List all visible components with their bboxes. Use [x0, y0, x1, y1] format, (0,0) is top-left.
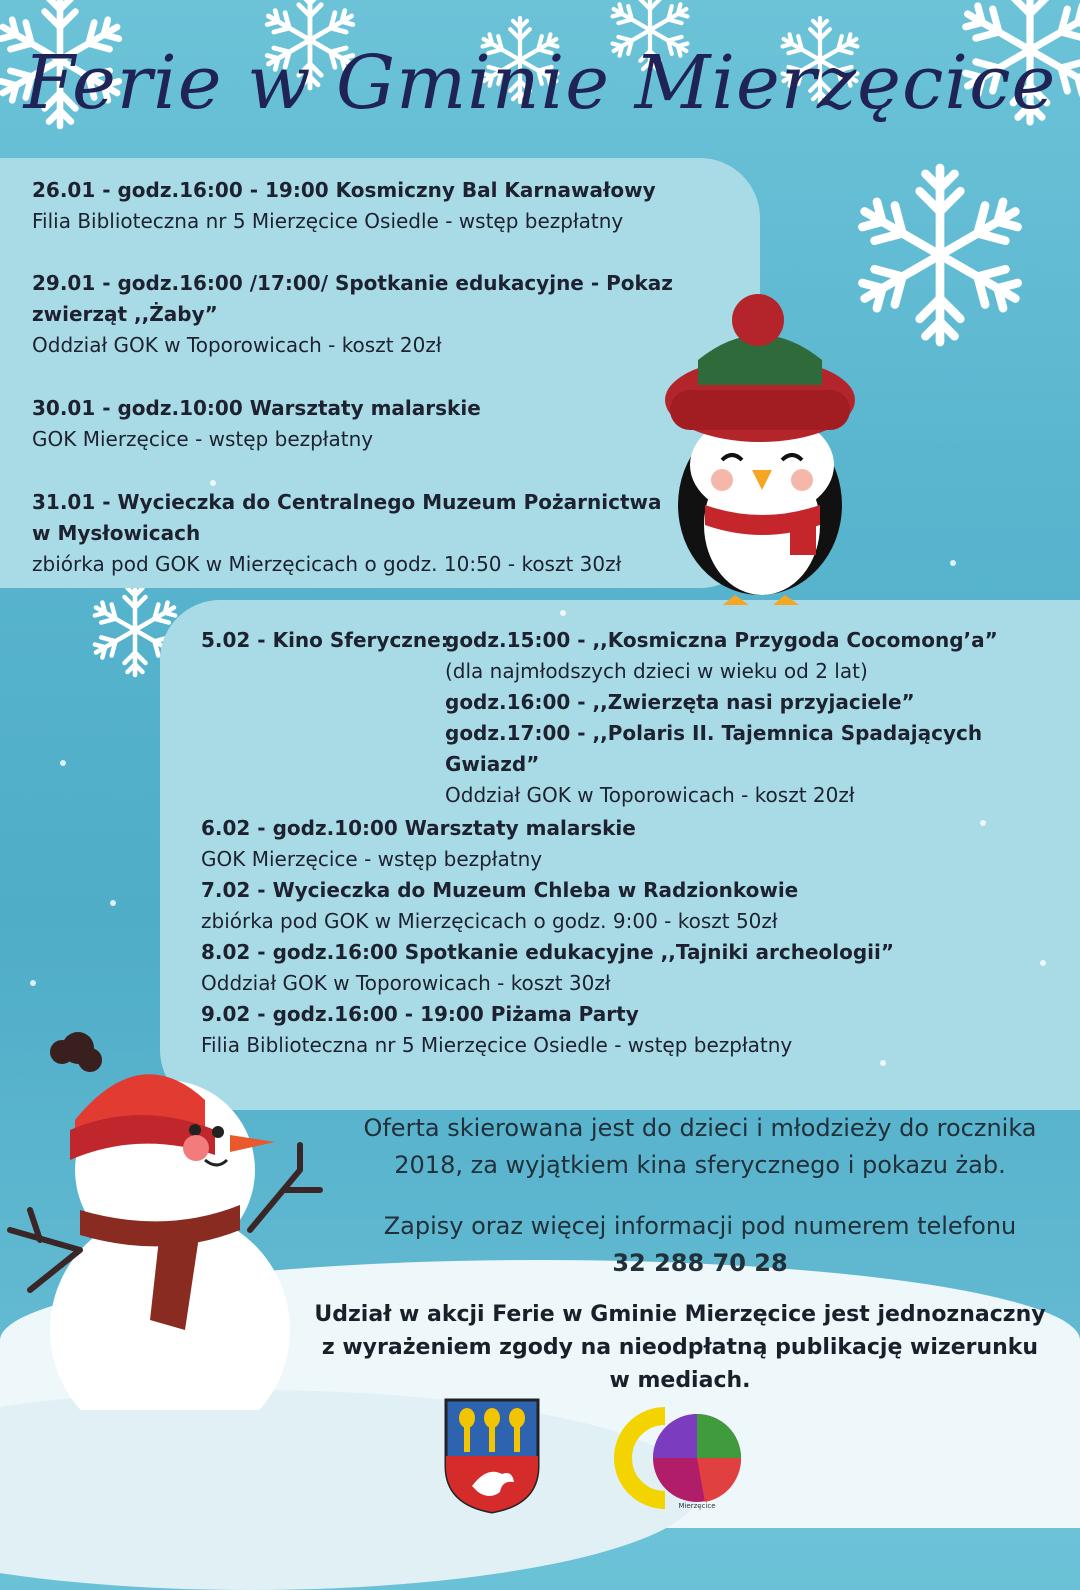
- snow-dot: [110, 900, 116, 906]
- contact-info: [330, 1208, 1070, 1282]
- event-title: 8.02 - godz.16:00 Spotkanie edukacyjne ,,Tajniki archeologii”: [201, 940, 895, 964]
- penguin-illustration: [650, 290, 870, 610]
- event-item: [32, 487, 661, 580]
- snow-dot: [880, 1060, 886, 1066]
- consent-note: [300, 1298, 1060, 1397]
- event-title: zwierząt ,,Żaby”: [32, 302, 218, 326]
- offer-line: 2018, za wyjątkiem kina sferycznego i pokazu żab.: [394, 1151, 1006, 1179]
- snow-dot: [560, 610, 566, 616]
- event-details: Filia Biblioteczna nr 5 Mierzęcice Osiedle - wstęp bezpłatny: [32, 209, 624, 233]
- event-title: 31.01 - Wycieczka do Centralnego Muzeum Pożarnictwa: [32, 490, 662, 514]
- event-details: Oddział GOK w Toporowicach - koszt 20zł: [32, 333, 442, 357]
- kino-location: Oddział GOK w Toporowicach - koszt 20zł: [445, 783, 855, 807]
- kino-screening: godz.16:00 - ,,Zwierzęta nasi przyjaciele”: [445, 690, 915, 714]
- offer-line: Oferta skierowana jest do dzieci i młodzieży do rocznika: [363, 1114, 1037, 1142]
- event-item: [32, 393, 481, 455]
- snowflake-icon: [855, 168, 1026, 342]
- event-title: 6.02 - godz.10:00 Warsztaty malarskie: [201, 816, 636, 840]
- snowman-illustration: [0, 1020, 330, 1410]
- event-title: 26.01 - godz.16:00 - 19:00 Kosmiczny Bal Karnawałowy: [32, 178, 656, 202]
- consent-line: w mediach.: [609, 1368, 751, 1393]
- gok-logo: [605, 1396, 745, 1516]
- snow-dot: [1040, 960, 1046, 966]
- event-details: Filia Biblioteczna nr 5 Mierzęcice Osiedle - wstęp bezpłatny: [201, 1033, 793, 1057]
- event-item: [32, 268, 673, 361]
- kino-schedule: [445, 625, 1080, 811]
- page-title: Ferie w Gminie Mierzęcice: [23, 40, 1057, 126]
- consent-line: Udział w akcji Ferie w Gminie Mierzęcice jest jednoznaczny: [314, 1302, 1046, 1327]
- kino-screening: godz.15:00 - ,,Kosmiczna Przygoda Cocomong’a”: [445, 628, 998, 652]
- kino-label: 5.02 - Kino Sferyczne:: [201, 628, 449, 652]
- event-title: 7.02 - Wycieczka do Muzeum Chleba w Radzionkowie: [201, 878, 799, 902]
- snow-dot: [60, 760, 66, 766]
- snow-dot: [30, 980, 36, 986]
- snow-dot: [980, 820, 986, 826]
- event-title: 9.02 - godz.16:00 - 19:00 Piżama Party: [201, 1002, 639, 1026]
- event-title: 29.01 - godz.16:00 /17:00/ Spotkanie edukacyjne - Pokaz: [32, 271, 673, 295]
- event-details: GOK Mierzęcice - wstęp bezpłatny: [32, 427, 374, 451]
- contact-line: Zapisy oraz więcej informacji pod numerem telefonu: [383, 1212, 1017, 1240]
- consent-line: z wyrażeniem zgody na nieodpłatną publikację wizerunku: [321, 1335, 1039, 1360]
- kino-screening: godz.17:00 - ,,Polaris II. Tajemnica Spadających Gwiazd”: [445, 721, 983, 776]
- snow-dot: [210, 480, 216, 486]
- phone-number[interactable]: 32 288 70 28: [612, 1249, 788, 1277]
- event-details: zbiórka pod GOK w Mierzęcicach o godz. 10:50 - koszt 30zł: [32, 552, 622, 576]
- event-details: zbiórka pod GOK w Mierzęcicach o godz. 9:00 - koszt 50zł: [201, 909, 778, 933]
- event-title: 30.01 - godz.10:00 Warsztaty malarskie: [32, 396, 481, 420]
- event-title: w Mysłowicach: [32, 521, 201, 545]
- snow-dot: [950, 560, 956, 566]
- event-details: Oddział GOK w Toporowicach - koszt 30zł: [201, 971, 611, 995]
- gok-logo-text: Mierzęcice: [678, 1502, 716, 1510]
- offer-info: [330, 1110, 1070, 1184]
- kino-note: (dla najmłodszych dzieci w wieku od 2 lat): [445, 659, 868, 683]
- event-details: GOK Mierzęcice - wstęp bezpłatny: [201, 847, 543, 871]
- coat-of-arms-logo: [442, 1396, 542, 1514]
- event-item: [32, 175, 656, 237]
